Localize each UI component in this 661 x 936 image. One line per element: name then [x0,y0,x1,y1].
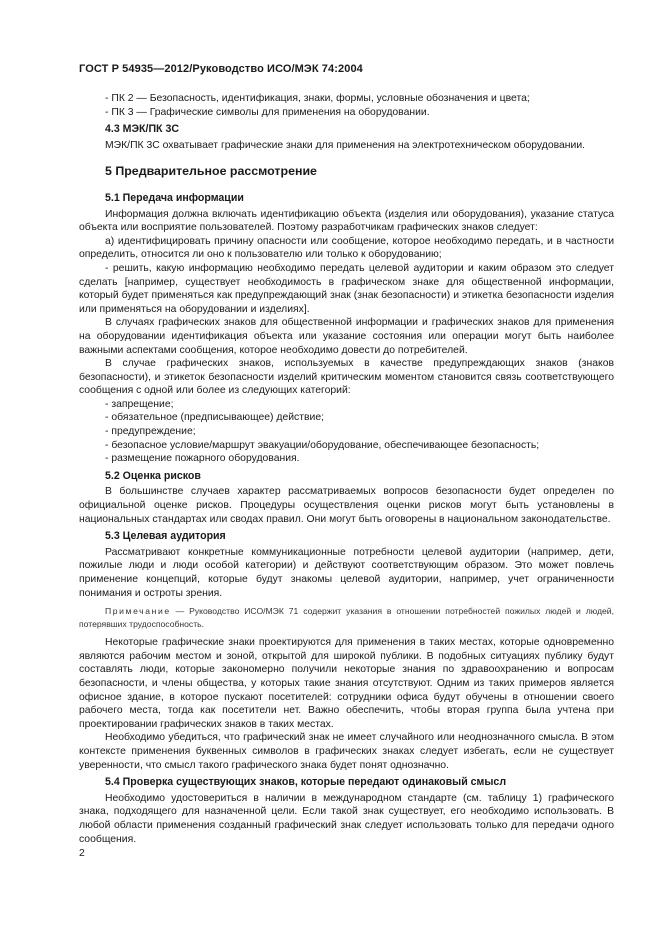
paragraph: Необходимо удостовериться в наличии в международном стандарте (см. таблицу 1) графического знака, подходящего для назначенной цели. Если такой знак существует, его необходимо использовать. В любой области применения созданный графический знак следует использовать только для передачи одного сообщения. [79,792,614,845]
section-5-2-heading: 5.2 Оценка рисков [105,469,201,482]
note-text: — Руководство ИСО/МЭК 71 содержит указания в отношении потребностей пожилых людей и людей, потерявших трудоспособность. [79,606,614,630]
section-5-1-heading: 5.1 Передача информации [105,191,244,204]
paragraph: Некоторые графические знаки проектируются для применения в таких местах, которые одновременно являются рабочим местом и зоной, открытой для широкой публики. В подобных ситуациях публику будут составлять люди, которые закономерно получили некоторые знания по здравоохранению и вопросам безопасности, и члены общества, у которых такие знания отсутствуют. Одним из таких примеров является офисное здание, в которое пускают посетителей: сотрудники офиса будут обучены в отношении своего рабочего места, тогда как посетители нет. Важно обеспечить, чтобы вторая группа была учтена при проектировании графических знаков в таких местах. [79,637,614,730]
list-item: - запрещение; [105,398,174,410]
page-number: 2 [79,848,85,859]
list-item: - ПК 2 — Безопасность, идентификация, знаки, формы, условные обозначения и цвета; [105,93,530,104]
paragraph: В случае графических знаков, используемых в качестве предупреждающих знаков (знаков безопасности), и этикеток безопасности изделий критическим моментом становится связь соответствующего сообщения с одной или более из следующих категорий: [79,358,614,397]
section-5-heading: 5 Предварительное рассмотрение [105,164,317,179]
note [79,605,614,631]
list-item: - ПК 3 — Графические символы для применения на оборудовании. [105,106,430,118]
section-4-3-text: МЭК/ПК 3С охватывает графические знаки для применения на электротехническом оборудовании. [105,139,586,151]
paragraph: - решить, какую информацию необходимо передать целевой аудитории и каким образом это следует сделать [например, существует необходимость в графическом знаке для общественной информации, который будет применяться как предупреждающий знак (знак безопасности) и этикетка безопасности изделия или применяться на оборудовании и изделиях]. [79,262,614,315]
section-5-3-heading: 5.3 Целевая аудитория [105,530,226,543]
paragraph: Рассматривают конкретные коммуникационные потребности целевой аудитории (например, дети, пожилые люди и люди особой категории) и действуют соответствующим образом. Это может повлечь применение концепций, которые будут знакомы целевой аудитории, например, учет ограниченности понимания и остроты зрения. [79,546,614,599]
paragraph: Информация должна включать идентификацию объекта (изделия или оборудования), указание статуса объекта или восприятие пользователей. Поэтому разработчикам графических знаков следует: [79,208,614,234]
list-item: - безопасное условие/маршрут эвакуации/оборудование, обеспечивающее безопасность; [105,439,540,451]
paragraph: Необходимо убедиться, что графический знак не имеет случайного или неоднозначного смысла. В этом контексте применения буквенных символов в графических знаках следует избегать, если не существует уверенности, что смысл такого графического знака будет понят однозначно. [79,732,614,771]
page-content [79,92,614,846]
list-item: - размещение пожарного оборудования. [105,453,300,465]
paragraph: а) идентифицировать причину опасности или сообщение, которое необходимо передать, и в частности определить, относится ли оно к пользователю или только к оборудованию; [79,235,614,261]
paragraph: В случаях графических знаков для общественной информации и графических знаков для применения на оборудовании идентификация объекта или указание состояния или операции могут быть наиболее важными аспектами сообщения, которое необходимо довести до потребителей. [79,317,614,356]
list-item: - предупреждение; [105,426,196,438]
running-header: ГОСТ Р 54935—2012/Руководство ИСО/МЭК 74:2004 [79,63,363,75]
paragraph: В большинстве случаев характер рассматриваемых вопросов безопасности будет определен по официальной оценке рисков. Процедуры осуществления оценки рисков могут быть установлены в национальных стандартах или сводах правил. Они могут быть оговорены в национальном законодательстве. [79,486,614,525]
section-4-3-heading: 4.3 МЭК/ПК 3С [105,123,180,136]
list-item: - обязательное (предписывающее) действие; [105,412,324,424]
section-5-4-heading: 5.4 Проверка существующих знаков, которые передают одинаковый смысл [105,776,507,789]
note-label: Примечание [105,606,171,617]
